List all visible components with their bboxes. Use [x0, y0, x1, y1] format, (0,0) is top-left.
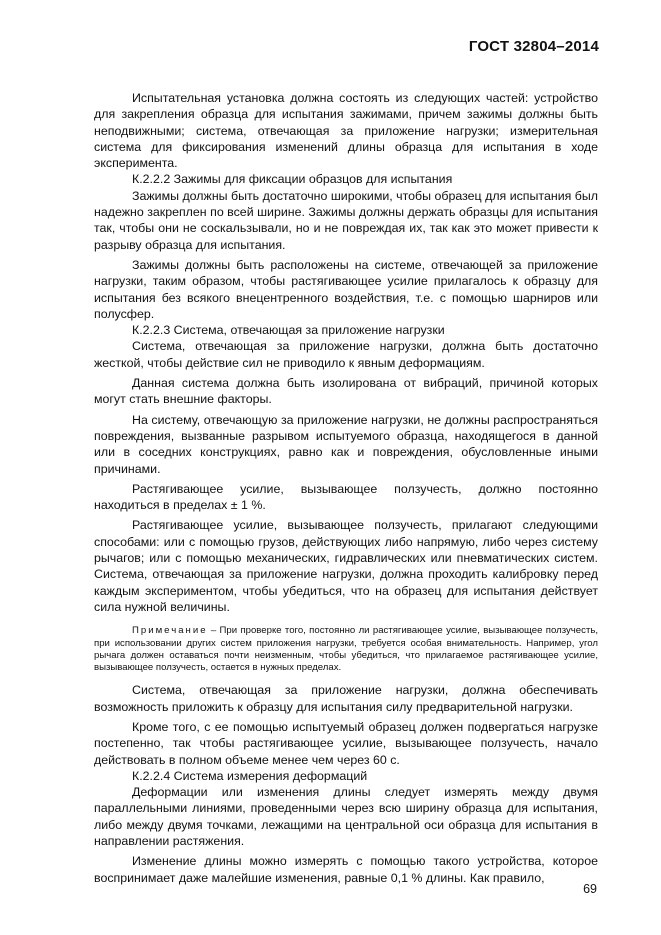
note-text: – При проверке того, постоянно ли растягивающее усилие, вызывающее ползучесть, при использовании других систем приложения нагрузки, требуется особая внимательность. Например, угол рычага должен оставаться почти неизменным, чтобы убедиться, что прилагаемое растягивающее усилие, вызывающее ползучесть, остается в нужных пределах.: [94, 625, 598, 674]
paragraph-deformation-measurement: Деформации или изменения длины следует измерять между двумя параллельными линиями, проведенными через всю ширину образца для испытания, либо между двумя точками, лежащими на центральной оси образца для испытания в направлении растяжения.: [94, 785, 598, 849]
paragraph-load-system-rigidity: Система, отвечающая за приложение нагрузки, должна быть достаточно жесткой, чтобы действие сил не приводило к явным деформациям.: [94, 339, 598, 370]
paragraph-length-change-device: Изменение длины можно измерять с помощью такого устройства, которое воспринимает даже малейшие изменения, равные 0,1 % длины. Как правило,: [94, 854, 598, 885]
note-label: Примечание: [132, 625, 208, 637]
section-heading-k-2-2-3: К.2.2.3 Система, отвечающая за приложение нагрузки: [132, 323, 445, 338]
paragraph-force-application: Растягивающее усилие, вызывающее ползучесть, прилагают следующими способами: или с помощью грузов, действующих либо напрямую, либо через систему рычагов; или с помощью механических, гидравлических или пневматических систем. Система, отвечающая за приложение нагрузки, должна проходить калибровку перед каждым экспериментом, чтобы убедиться, что на образец для испытания действует сила нужной величины.: [94, 518, 598, 614]
paragraph-clamps-position: Зажимы должны быть расположены на системе, отвечающей за приложение нагрузки, таким образом, чтобы растягивающее усилие прилагалось к образцу для испытания без всякого внецентренного воздействия, т.е. с помощью шарниров или полусфер.: [94, 257, 598, 321]
paragraph-force-tolerance: Растягивающее усилие, вызывающее ползучесть, должно постоянно находиться в пределах ± 1 %.: [94, 481, 598, 513]
paragraph-preload: Система, отвечающая за приложение нагрузки, должна обеспечивать возможность приложить к образцу для испытания силу предварительной нагрузки.: [94, 683, 598, 714]
paragraph-test-setup: Испытательная установка должна состоять из следующих частей: устройство для закрепления образца для испытания зажимами, причем зажимы должны быть неподвижными; система, отвечающая за приложение нагрузки; измерительная система для фиксирования изменений длины образца для испытания в ходе эксперимента.: [94, 91, 598, 171]
paragraph-gradual-loading: Кроме того, с ее помощью испытуемый образец должен подвергаться нагрузке постепенно, так чтобы растягивающее усилие, вызывающее ползучесть, начало действовать в полном объеме менее чем через 60 с.: [94, 719, 598, 767]
section-heading-k-2-2-2: К.2.2.2 Зажимы для фиксации образцов для испытания: [132, 172, 453, 187]
document-body: [94, 90, 598, 886]
paragraph-damage-protection: На систему, отвечающую за приложение нагрузки, не должны распространяться повреждения, вызванные разрывом испытуемого образца, находящегося в данной или в соседних конструкциях, равно как и повреждения, обусловленные иными причинами.: [94, 412, 598, 476]
section-heading-k-2-2-4: К.2.2.4 Система измерения деформаций: [132, 768, 368, 783]
paragraph-clamps-width: Зажимы должны быть достаточно широкими, чтобы образец для испытания был надежно закреплен по всей ширине. Зажимы должны держать образцы для испытания так, чтобы они не соскальзывали, но и не повреждая их, так как это может привести к разрыву образца для испытания.: [94, 188, 599, 252]
page-number: 69: [583, 882, 597, 896]
paragraph-vibration-isolation: Данная система должна быть изолирована от вибраций, причиной которых могут стать внешние факторы.: [94, 376, 598, 407]
note-paragraph: [94, 625, 598, 674]
document-standard-code: ГОСТ 32804–2014: [468, 38, 599, 55]
